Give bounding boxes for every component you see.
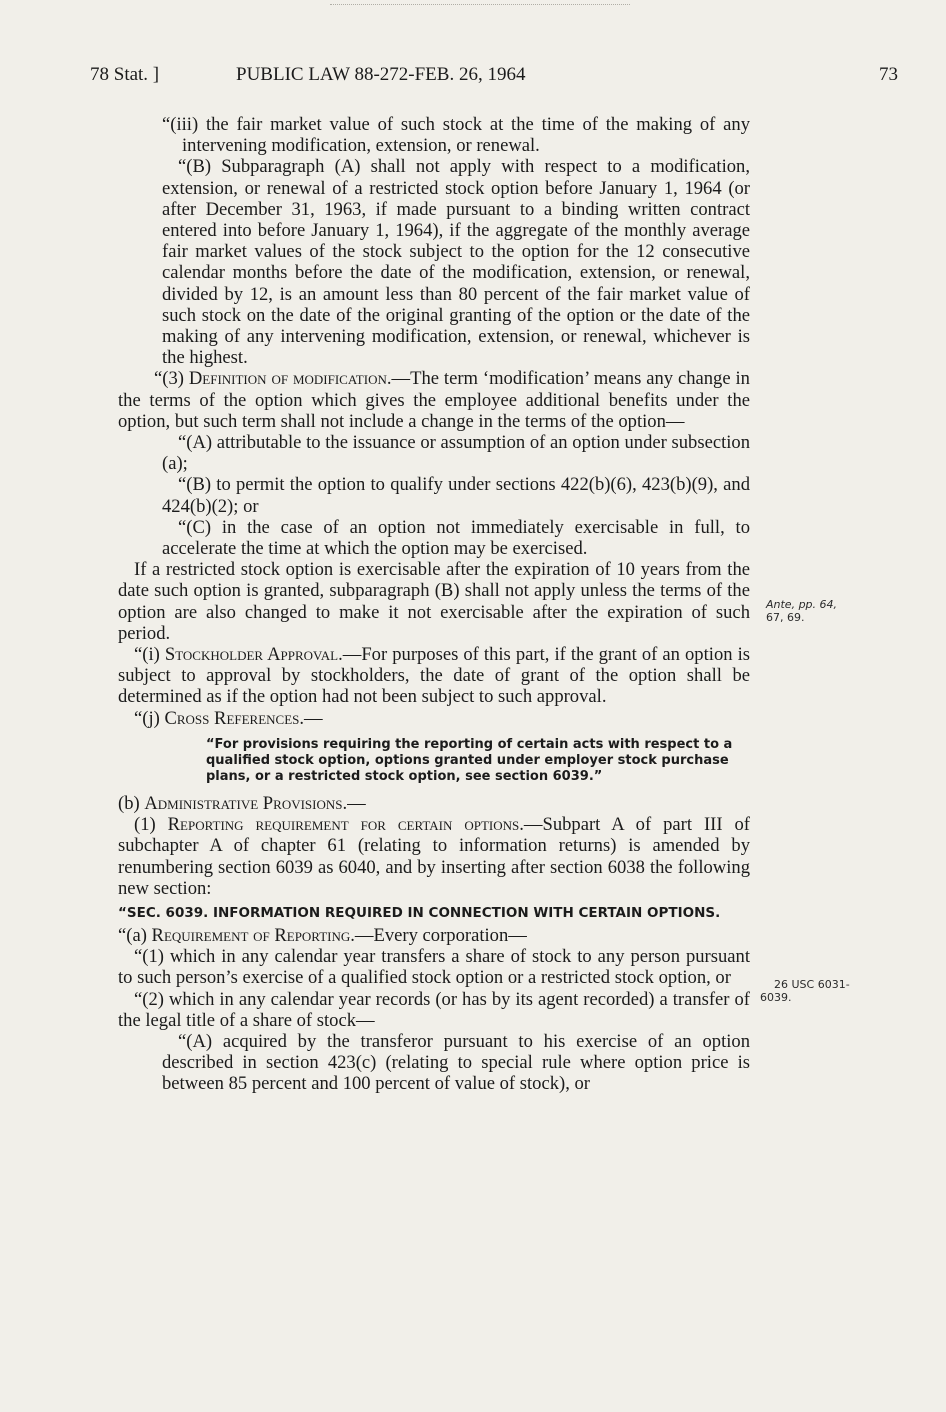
top-edge-artifact bbox=[330, 4, 630, 11]
statute-body bbox=[118, 114, 750, 1095]
header-title: PUBLIC LAW 88-272-FEB. 26, 1964 bbox=[236, 64, 526, 85]
caption-requirement: Requirement of Reporting. bbox=[151, 924, 355, 946]
margin-note-ante-line2: 67, 69. bbox=[766, 611, 805, 624]
cross-reference-note: “For provisions requiring the reporting of certain acts with respect to a qualified stock option, options granted under employer stock purchase plans, or a restricted stock option, see section 6039.” bbox=[206, 736, 733, 784]
paragraph-1-reporting: (1) Reporting requirement for certain options.—Subpart A of part III of subchapter A of chapter 61 (relating to information returns) is amended by renumbering section 6039 as 6040, and by inserting after section 6038 the following new section: bbox=[118, 814, 750, 899]
header-statute-ref: 78 Stat. ] bbox=[90, 64, 160, 85]
margin-note-ante bbox=[766, 598, 837, 624]
clause-iii: “(iii) the fair market value of such stock at the time of the making of any intervening modification, extension, or renewal. bbox=[162, 114, 750, 157]
requirement-item-2: “(2) which in any calendar year records (or has by its agent recorded) a transfer of the legal title of a share of stock— bbox=[118, 988, 750, 1031]
item-c: “(C) in the case of an option not immediately exercisable in full, to accelerate the time at which the option may be exercised. bbox=[162, 516, 750, 560]
item-a: “(A) attributable to the issuance or assumption of an option under subsection (a); bbox=[162, 432, 750, 475]
caption-definition: Definition of modification. bbox=[188, 368, 392, 390]
caption-cross-references: Cross References. bbox=[164, 707, 305, 729]
margin-note-usc bbox=[760, 978, 850, 1004]
requirement-item-2a: “(A) acquired by the transferor pursuant to his exercise of an option described in section 423(c) (relating to special rule where option price is between 85 percent and 100 percent of value of stock), or bbox=[162, 1030, 750, 1095]
margin-note-usc-line1: 26 USC 6031- bbox=[774, 978, 850, 991]
subsection-a-requirement: “(a) Requirement of Reporting.—Every corporation— bbox=[118, 924, 527, 946]
item-b: “(B) to permit the option to qualify under sections 422(b)(6), 423(b)(9), and 424(b)(2); or bbox=[162, 474, 750, 517]
caption-reporting-requirement: Reporting requirement for certain options. bbox=[167, 814, 524, 836]
subsection-i: “(i) Stockholder Approval.—For purposes of this part, if the grant of an option is subject to approval by stockholders, the date of grant of the option shall be determined as if the option had not been subject to such approval. bbox=[118, 644, 750, 708]
subsection-j: “(j) Cross References.— bbox=[134, 707, 323, 729]
caption-administrative: Administrative Provisions. bbox=[144, 792, 348, 814]
margin-note-usc-line2: 6039. bbox=[760, 991, 792, 1004]
margin-note-ante-line1: Ante, pp. 64, bbox=[766, 598, 838, 611]
definition-of-modification: “(3) Definition of modification.—The term ‘modification’ means any change in the terms of the option which gives the employee additional benefits under the option, but such term shall not include a change in the terms of the option— bbox=[118, 368, 750, 432]
section-6039-heading: “SEC. 6039. INFORMATION REQUIRED IN CONNECTION WITH CERTAIN OPTIONS. bbox=[118, 904, 721, 921]
caption-stockholder-approval: Stockholder Approval. bbox=[164, 644, 343, 666]
restricted-option-paragraph: If a restricted stock option is exercisable after the expiration of 10 years from the date such option is granted, subparagraph (B) shall not apply unless the terms of the option are also changed to make it not exercisable after the expiration of such period. bbox=[118, 559, 750, 644]
page-header bbox=[90, 64, 898, 90]
subsection-b: (b) Administrative Provisions.— bbox=[118, 792, 366, 814]
requirement-item-1: “(1) which in any calendar year transfers a share of stock to any person pursuant to such person’s exercise of a qualified stock option or a restricted stock option, or bbox=[118, 946, 750, 989]
subparagraph-b: “(B) Subparagraph (A) shall not apply with respect to a modification, extension, or renewal of a restricted stock option before January 1, 1964 (or after December 31, 1963, if made pursuant to a binding written contract entered into before January 1, 1964), if the aggregate of the monthly average fair market values of the stock subject to the option for the 12 consecutive calendar months before the date of the modification, extension, or renewal, divided by 12, is an amount less than 80 percent of the fair market value of such stock on the date of the original granting of the option or the date of the making of any intervening modification, extension, or renewal, whichever is the highest. bbox=[162, 156, 750, 369]
page-number: 73 bbox=[879, 64, 898, 85]
